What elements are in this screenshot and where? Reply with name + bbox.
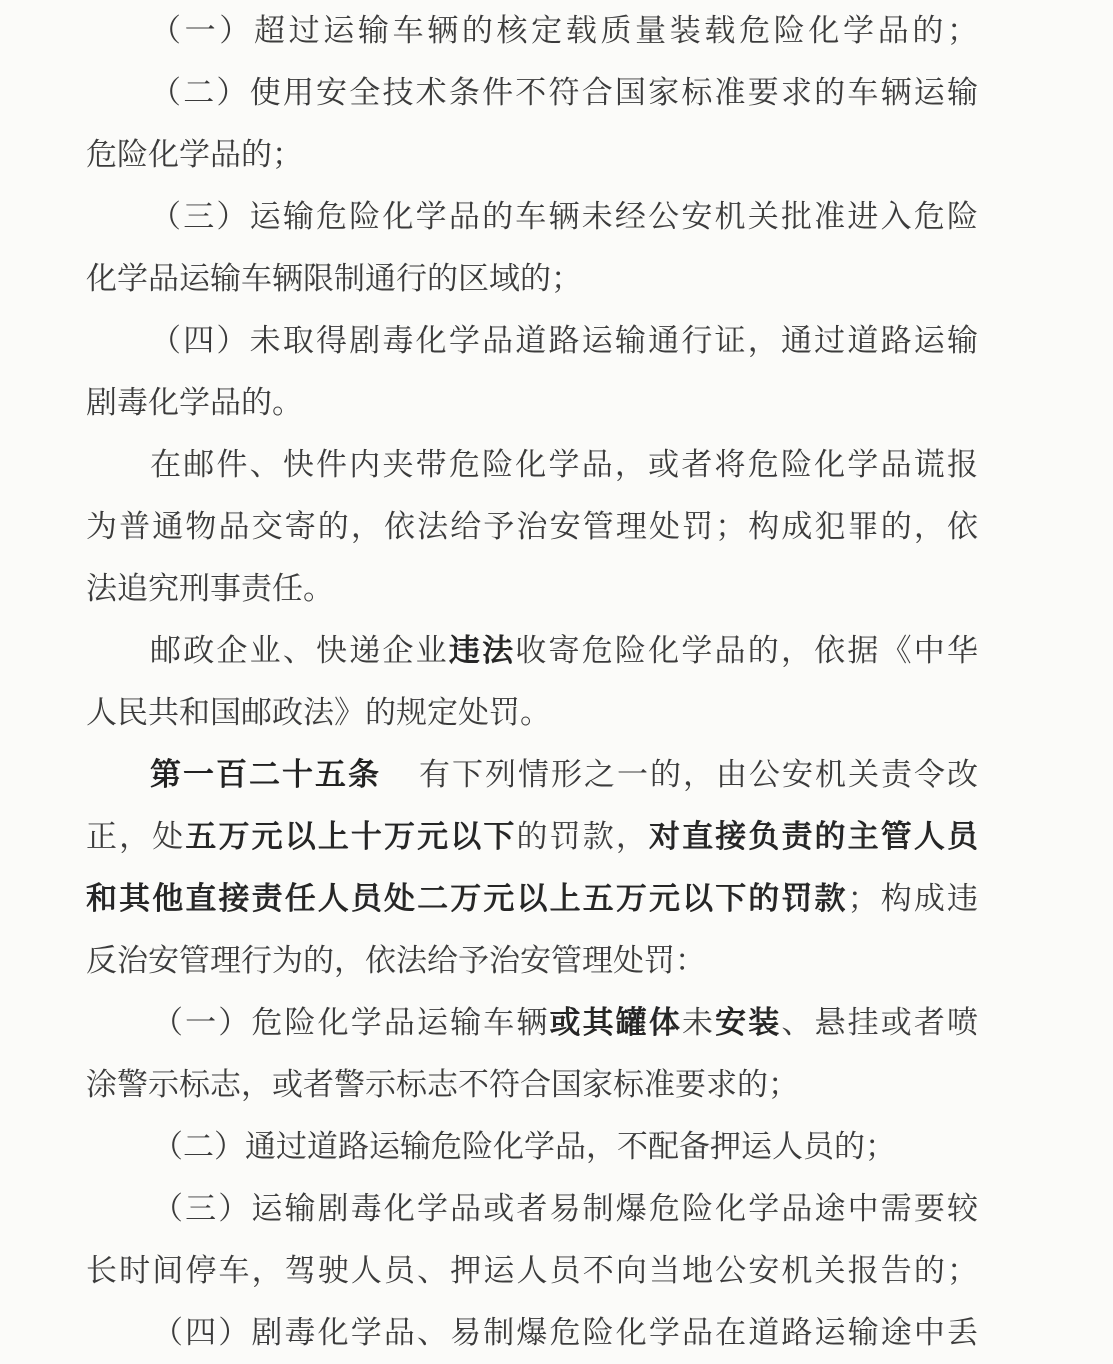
postal-paragraph-line-1 [150, 620, 978, 682]
postal-text-illegal: 违法 [448, 633, 516, 669]
article-125-line-4: 反治安管理行为的，依法给予治安管理处罚： [86, 943, 706, 979]
postal-paragraph-line-2: 人民共和国邮政法》的规定处罚。 [86, 695, 551, 731]
article-125-text-a: 有下列情形之一的，由公安机关责令改 [417, 757, 978, 793]
article-125-text-b: 正，处 [86, 819, 186, 855]
fine-amount-company: 五万元以上十万元以下 [185, 819, 517, 855]
article-125-text-c: 的罚款， [516, 819, 649, 855]
postal-text-b: 收寄危险化学品的，依据《中华 [515, 633, 979, 669]
art125-clause-1-text-a: （一）危险化学品运输车辆 [152, 1005, 550, 1041]
postal-text-a: 邮政企业、快递企业 [150, 633, 449, 669]
clause-4-line-1: （四）未取得剧毒化学品道路运输通行证，通过道路运输 [150, 323, 978, 359]
fine-amount-individual: 和其他直接责任人员处二万元以上五万元以下的罚款 [86, 881, 848, 917]
art125-clause-1-text-b: 未 [682, 1005, 716, 1041]
art125-clause-2: （二）通过道路运输危险化学品，不配备押运人员的； [152, 1129, 896, 1165]
art125-clause-1-line-1 [152, 992, 978, 1054]
article-125-line-1 [150, 744, 978, 806]
mail-paragraph-line-3: 法追究刑事责任。 [86, 571, 334, 607]
mail-paragraph-line-2: 为普通物品交寄的，依法给予治安管理处罚；构成犯罪的，依 [86, 509, 978, 545]
article-125-text-d: ；构成违 [847, 881, 979, 917]
art125-clause-1-install: 安装 [715, 1005, 782, 1041]
clause-2-line-2: 危险化学品的； [86, 137, 303, 173]
clause-3-line-2: 化学品运输车辆限制通行的区域的； [86, 261, 582, 297]
art125-clause-1-line-2: 涂警示标志，或者警示标志不符合国家标准要求的； [86, 1067, 799, 1103]
article-125-line-2 [86, 806, 978, 868]
art125-clause-4-line-1: （四）剧毒化学品、易制爆危险化学品在道路运输途中丢 [152, 1315, 978, 1351]
responsible-person-clause: 对直接负责的主管人员 [648, 819, 979, 855]
clause-2-line-1: （二）使用安全技术条件不符合国家标准要求的车辆运输 [150, 75, 978, 111]
article-125-line-3 [86, 868, 978, 930]
art125-clause-1-tank: 或其罐体 [549, 1005, 682, 1041]
clause-3-line-1: （三）运输危险化学品的车辆未经公安机关批准进入危险 [150, 199, 978, 235]
art125-clause-3-line-1: （三）运输剧毒化学品或者易制爆危险化学品途中需要较 [152, 1191, 978, 1227]
clause-1-overload: （一）超过运输车辆的核定载质量装载危险化学品的； [150, 13, 978, 49]
art125-clause-1-text-c: 、悬挂或者喷 [781, 1005, 978, 1041]
article-heading: 第一百二十五条 [150, 757, 381, 793]
mail-paragraph-line-1: 在邮件、快件内夹带危险化学品，或者将危险化学品谎报 [150, 447, 978, 483]
art125-clause-3-line-2: 长时间停车，驾驶人员、押运人员不向当地公安机关报告的； [86, 1253, 978, 1289]
clause-4-line-2: 剧毒化学品的。 [86, 385, 303, 421]
